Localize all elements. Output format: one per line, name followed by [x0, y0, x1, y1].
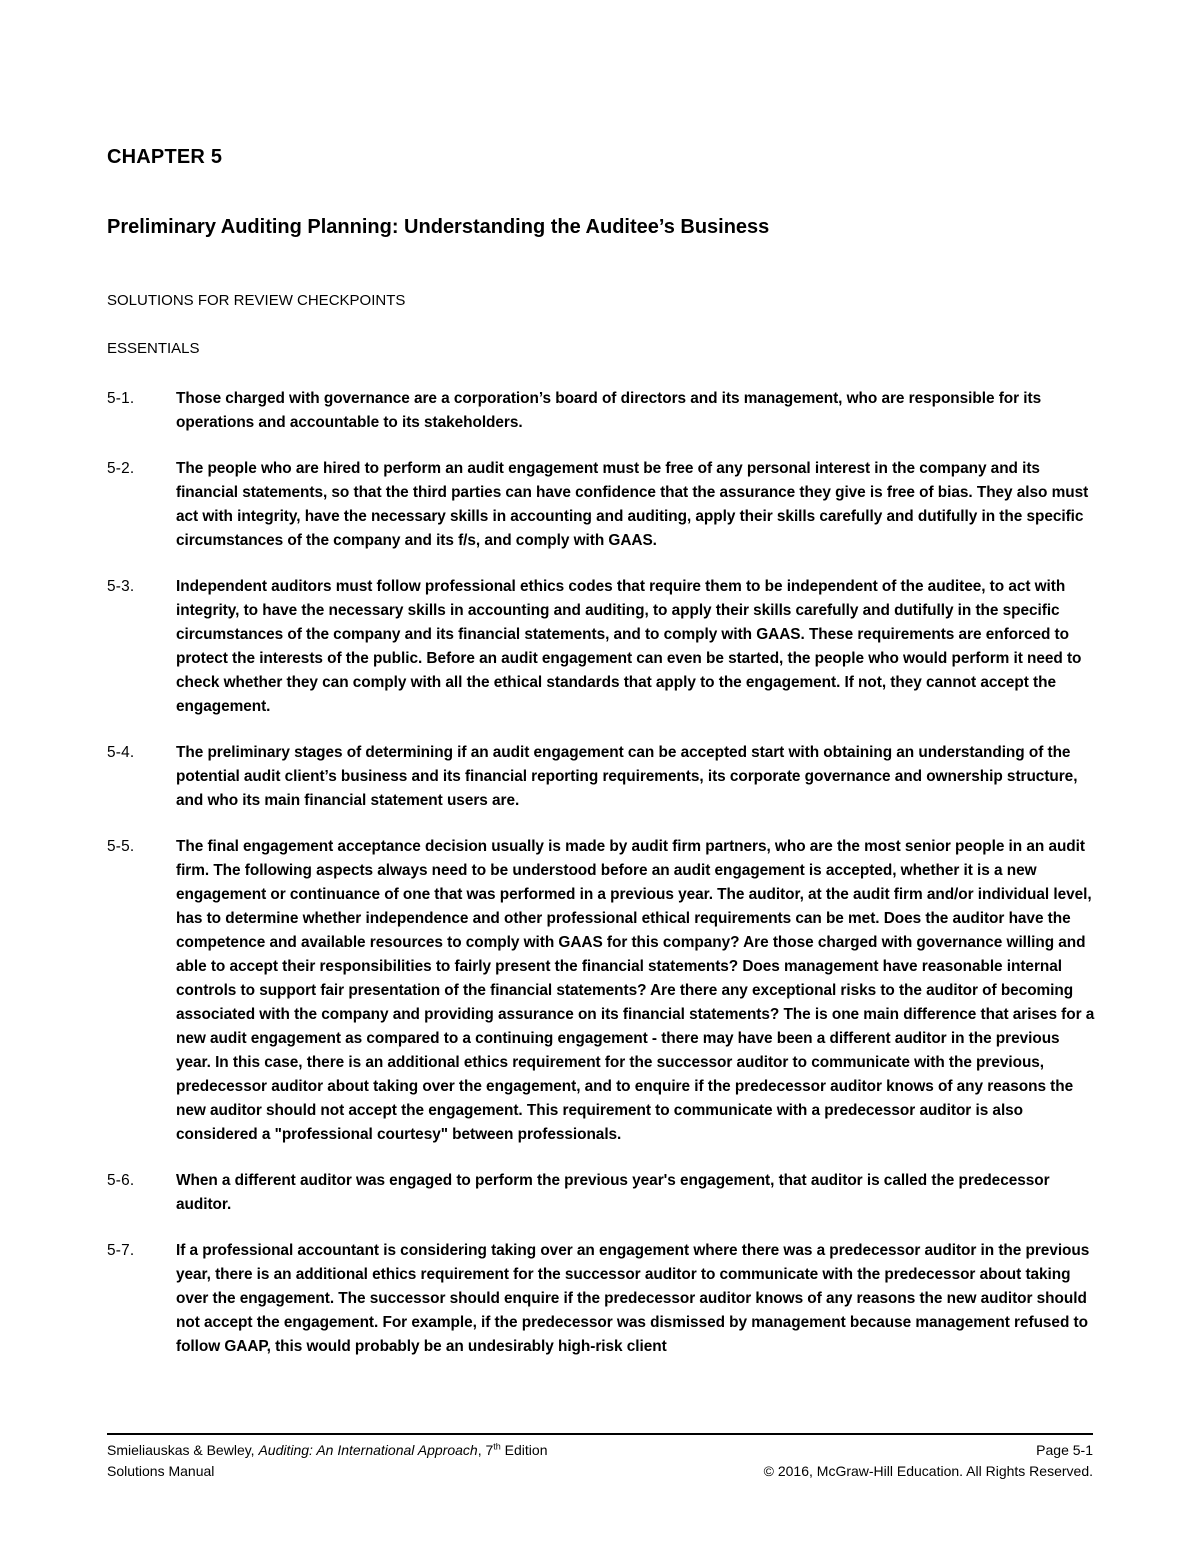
list-item	[107, 1239, 1097, 1359]
footer-copyright: © 2016, McGraw-Hill Education. All Rights Reserved.	[763, 1463, 1093, 1479]
item-number: 5-3.	[107, 578, 135, 595]
item-text: Independent auditors must follow professional ethics codes that require them to be independent of the auditee, to act with integrity, to have the necessary skills in accounting and auditing, to apply their skills carefully and dutifully in the specific circumstances of the company and its financial statements, and to comply with GAAS. These requirements are enforced to protect the interests of the public. Before an audit engagement can even be started, the people who would perform it need to check whether they can comply with all the ethical standards that apply to the engagement. If not, they cannot accept the engagement.	[176, 578, 1082, 715]
item-number: 5-2.	[107, 460, 135, 477]
item-text: The final engagement acceptance decision usually is made by audit firm partners, who are the most senior people in an audit firm. The following aspects always need to be understood before an audit engagement is accepted, whether it is a new engagement or continuance of one that was performed in a previous year. The auditor, at the audit firm and/or individual level, has to determine whether independence and other professional ethical requirements can be met. Does the auditor have the competence and available resources to comply with GAAS for this company? Are those charged with governance willing and able to accept their responsibilities to fairly present the financial statements? Does management have reasonable internal controls to support fair presentation of the financial statements? Are there any exceptional risks to the auditor of becoming associated with the company and providing assurance on its financial statements? The is one main difference that arises for a new audit engagement as compared to a continuing engagement - there may have been a different auditor in the previous year. In this case, there is an additional ethics requirement for the successor auditor to communicate with the previous, predecessor auditor about taking over the engagement, and to enquire if the predecessor auditor knows of any reasons the new auditor should not accept the engagement. This requirement to communicate with a predecessor auditor is also considered a "professional courtesy" between professionals.	[176, 838, 1095, 1143]
footer-edition-number: , 7	[477, 1442, 494, 1458]
item-text: The people who are hired to perform an audit engagement must be free of any personal interest in the company and its financial statements, so that the third parties can have confidence that the assurance they give is free of bias. They also must act with integrity, have the necessary skills in accounting and auditing, apply their skills carefully and dutifully in the specific circumstances of the company and its f/s, and comply with GAAS.	[176, 460, 1089, 549]
footer-manual: Solutions Manual	[107, 1463, 215, 1479]
footer-row-2	[107, 1461, 1093, 1482]
footer-divider	[107, 1433, 1093, 1435]
item-number: 5-4.	[107, 744, 135, 761]
item-text: If a professional accountant is considering taking over an engagement where there was a predecessor auditor in the previous year, there is an additional ethics requirement for the successor auditor to communicate with the predecessor about taking over the engagement. The successor should enquire if the predecessor auditor knows of any reasons the new auditor should not accept the engagement. For example, if the predecessor was dismissed by management because management refused to follow GAAP, this would probably be an undesirably high-risk client	[176, 1242, 1090, 1355]
footer-book-title: Auditing: An International Approach	[258, 1442, 478, 1458]
footer-row-1	[107, 1440, 1093, 1461]
list-item	[107, 1169, 1097, 1217]
page-footer	[107, 1440, 1093, 1482]
chapter-label: CHAPTER 5	[107, 146, 223, 168]
footer-authors: Smieliauskas & Bewley,	[107, 1442, 259, 1458]
item-number: 5-1.	[107, 390, 135, 407]
item-number: 5-5.	[107, 838, 135, 855]
item-number: 5-6.	[107, 1172, 135, 1189]
review-checkpoint-list	[107, 387, 1097, 1381]
list-item	[107, 387, 1097, 435]
section-heading: SOLUTIONS FOR REVIEW CHECKPOINTS	[107, 292, 406, 309]
item-text: Those charged with governance are a corporation’s board of directors and its management, who are responsible for its operations and accountable to its stakeholders.	[176, 390, 1042, 431]
page-number: Page 5-1	[1036, 1442, 1093, 1458]
list-item	[107, 457, 1097, 553]
subsection-heading: ESSENTIALS	[107, 340, 200, 357]
item-text: The preliminary stages of determining if an audit engagement can be accepted start with obtaining an understanding of the potential audit client’s business and its financial reporting requirements, its corporate governance and ownership structure, and who its main financial statement users are.	[176, 744, 1078, 809]
list-item	[107, 835, 1097, 1147]
footer-edition-word: Edition	[500, 1442, 548, 1458]
chapter-title: Preliminary Auditing Planning: Understanding the Auditee’s Business	[107, 216, 770, 238]
list-item	[107, 575, 1097, 719]
footer-citation	[107, 1440, 548, 1461]
item-text: When a different auditor was engaged to perform the previous year's engagement, that auditor is called the predecessor auditor.	[176, 1172, 1050, 1213]
item-number: 5-7.	[107, 1242, 135, 1259]
footer-edition-suffix: th	[493, 1441, 501, 1452]
list-item	[107, 741, 1097, 813]
